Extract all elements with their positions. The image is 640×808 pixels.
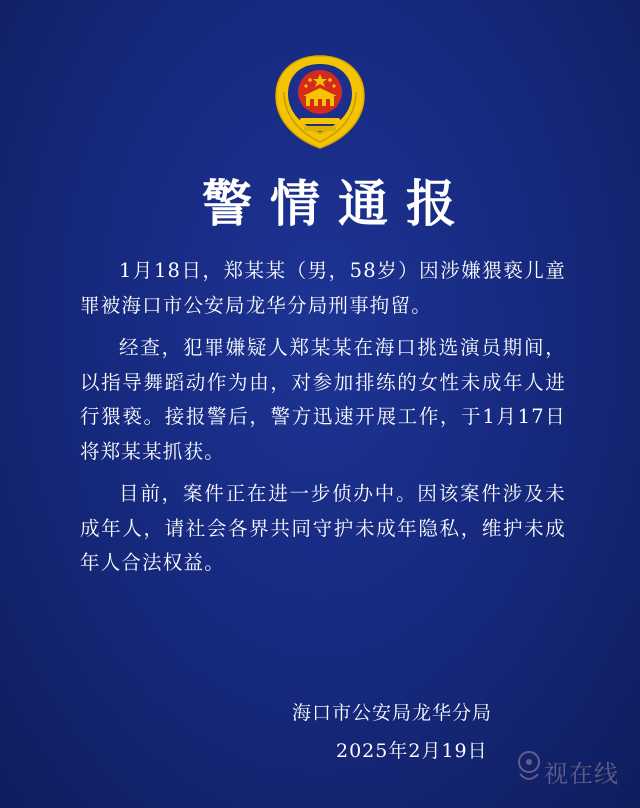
watermark [514,744,634,792]
notice-body [80,254,566,589]
watermark-logo-icon [514,748,544,788]
notice-paragraph-1: 1月18日，郑某某（男，58岁）因涉嫌猥亵儿童罪被海口市公安局龙华分局刑事拘留。 [80,259,566,317]
notice-paragraph-3: 目前，案件正在进一步侦办中。因该案件涉及未成年人，请社会各界共同守护未成年隐私，维护未成年人合法权益。 [80,482,566,574]
issuer-signature: 海口市公安局龙华分局 [292,702,493,724]
watermark-text: 视在线 [544,760,619,788]
notice-title: 警情通报 [202,175,474,233]
issue-date: 2025年2月19日 [336,740,488,762]
police-emblem-icon [270,52,370,152]
notice-paragraph-2: 经查，犯罪嫌疑人郑某某在海口挑选演员期间，以指导舞蹈动作为由，对参加排练的女性未成年人进行猥亵。接报警后，警方迅速开展工作，于1月17日将郑某某抓获。 [80,336,566,463]
